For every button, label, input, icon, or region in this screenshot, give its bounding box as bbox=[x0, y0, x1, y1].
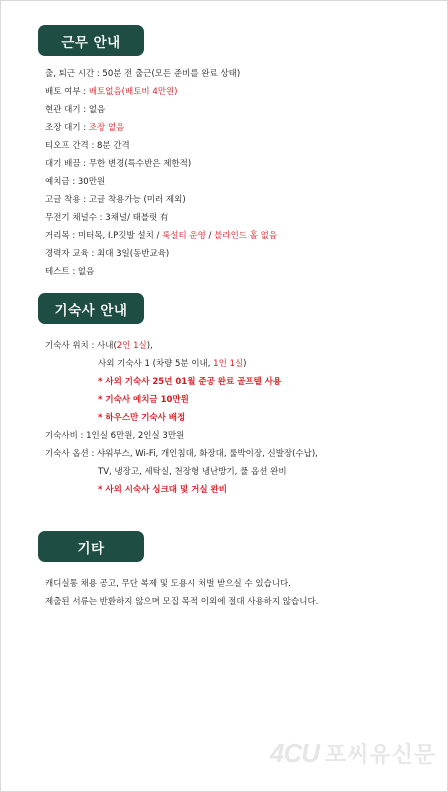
work-blind-hole: 블라인드 홀 없음 bbox=[214, 231, 278, 241]
work-commute-time: 출, 퇴근 시간 : 50분 전 출근(모든 준비를 완료 상태) bbox=[45, 69, 241, 79]
section-header-etc: 기타 bbox=[38, 531, 144, 562]
dorm-options-cont: TV, 냉장고, 세탁실, 천장형 냉난방기, 풀 옵션 완비 bbox=[98, 467, 287, 477]
work-team-wait-label: 조장 대기 : bbox=[45, 123, 89, 133]
etc-copyright-notice: 캐디실통 채용 공고, 무단 복제 및 도용시 처벌 받으실 수 있습니다. bbox=[45, 579, 291, 589]
dorm-location-label: 기숙사 위치 : 사내( bbox=[45, 341, 117, 351]
work-lookseol-tee: 룩설티 운영 bbox=[162, 231, 206, 241]
work-test: 테스트 : 없음 bbox=[45, 267, 95, 277]
work-bagtop-value: 배토없음(배토비 4만원) bbox=[88, 87, 178, 97]
work-distance-marker bbox=[45, 231, 277, 242]
dorm-fee: 기숙사비 : 1인실 6만원, 2인실 3만원 bbox=[45, 431, 185, 441]
work-distance-sep: / bbox=[205, 231, 215, 241]
watermark-text: 포씨유신문 bbox=[325, 743, 437, 768]
work-shift-change: 대기 배끔 : 무한 변경(특수반은 제한적) bbox=[45, 159, 192, 169]
work-distance-label: 거리목 : 미터목, I.P깃발 설치 / bbox=[45, 231, 163, 241]
dorm-external bbox=[98, 359, 246, 370]
dorm-note-golftel: * 사외 기숙사 25년 01월 준공 완료 골프텔 사용 bbox=[98, 377, 282, 387]
work-team-wait bbox=[45, 123, 124, 134]
work-team-wait-value: 조장 없음 bbox=[88, 123, 125, 133]
dorm-location bbox=[45, 341, 153, 352]
work-experienced-training: 경력자 교육 : 최대 3일(동반교육) bbox=[45, 249, 170, 259]
work-teeoff-interval: 티오프 간격 : 8분 간격 bbox=[45, 141, 130, 151]
dorm-note-sink: * 사외 시숙사 싱크대 및 거실 완비 bbox=[98, 485, 227, 495]
section-header-dorm: 기숙사 안내 bbox=[38, 293, 144, 324]
watermark-mark: 4CU bbox=[270, 738, 320, 768]
dorm-external-end: ) bbox=[243, 359, 247, 369]
etc-document-notice: 제출된 서류는 반환하지 않으며 모집 목적 이외에 절대 사용하지 않습니다. bbox=[45, 597, 319, 607]
work-goggles: 고글 착용 : 고글 착용가능 (미러 제외) bbox=[45, 195, 186, 205]
dorm-note-house: * 하우스만 기숙사 배정 bbox=[98, 413, 186, 423]
dorm-external-room: 1인 1실 bbox=[213, 359, 244, 369]
dorm-note-deposit: * 기숙사 예치금 10만원 bbox=[98, 395, 189, 405]
work-deposit: 예치금 : 30만원 bbox=[45, 177, 106, 187]
section-header-work: 근무 안내 bbox=[38, 25, 144, 56]
dorm-options: 기숙사 옵션 : 샤워부스, Wi-Fi, 개인침대, 화장대, 룰박이장, 신발장(수납), bbox=[45, 449, 318, 459]
dorm-location-end: ), bbox=[146, 341, 153, 351]
work-bagtop bbox=[45, 87, 177, 98]
dorm-external-label: 사외 기숙사 1 (차량 5분 이내, bbox=[98, 359, 214, 369]
work-entrance-wait: 현관 대기 : 없음 bbox=[45, 105, 106, 115]
dorm-location-room: 2인 1실 bbox=[116, 341, 147, 351]
work-bagtop-label: 배토 여부 : bbox=[45, 87, 89, 97]
watermark-logo bbox=[270, 738, 436, 769]
work-radio-channels: 무전기 채널수 : 3채널/ 태블릿 有 bbox=[45, 213, 169, 223]
